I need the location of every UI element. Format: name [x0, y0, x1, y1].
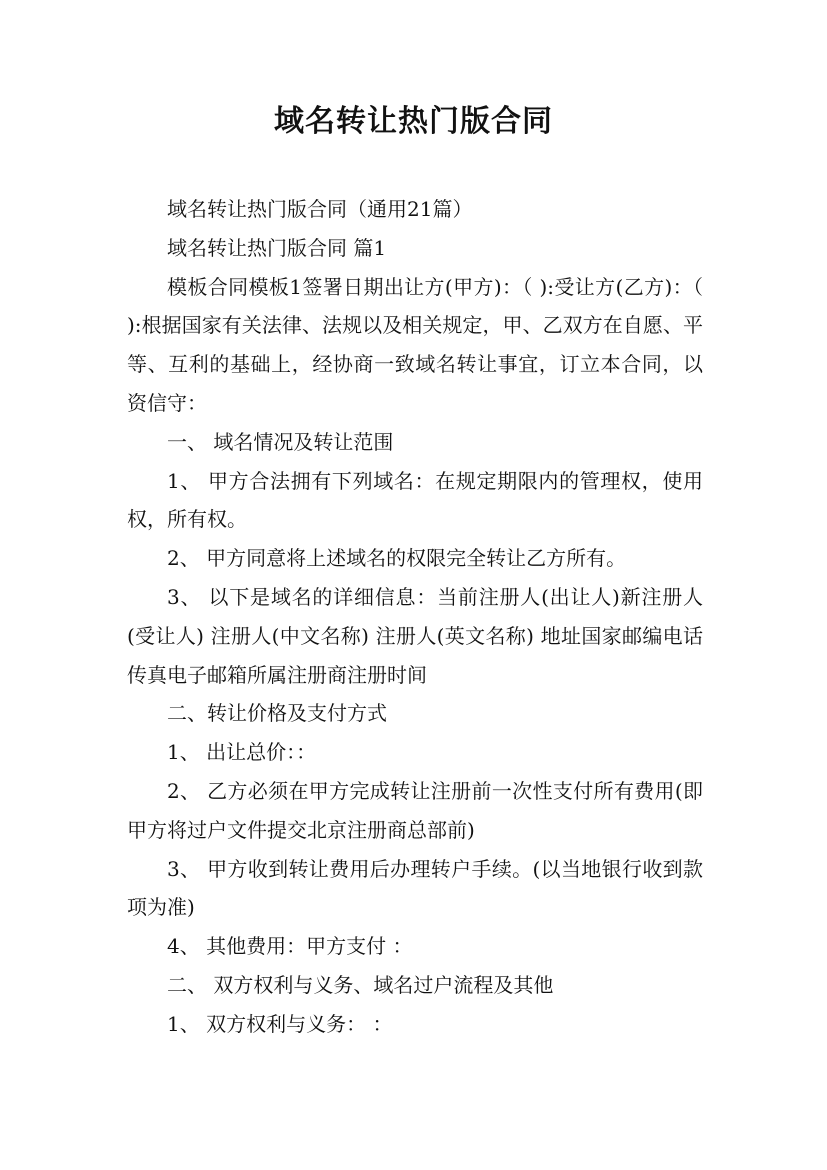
paragraph-item-1-1: 1、 甲方合法拥有下列域名：在规定期限内的管理权，使用权，所有权。: [127, 468, 703, 532]
document-title: 域名转让热门版合同: [274, 104, 553, 139]
paragraph-subtitle: 域名转让热门版合同（通用21篇）: [167, 197, 473, 221]
document-body: [127, 190, 703, 1044]
paragraph-preamble: 模板合同模板1签署日期出让方(甲方)：（ ):受让方(乙方)：（ ):根据国家有关法律、法规以及相关规定，甲、乙双方在自愿、平等、互利的基础上，经协商一致域名转让事宜，订立本合同，以资信守：: [127, 274, 703, 415]
paragraph-item-2-4: 4、 其他费用：甲方支付 ：: [167, 934, 413, 959]
paragraph-heading-3: 二、 双方权利与义务、域名过户流程及其他: [167, 972, 554, 997]
paragraph-item-1-3: 3、 以下是域名的详细信息：当前注册人(出让人)新注册人(受让人) 注册人(中文名称) 注册人(英文名称) 地址国家邮编电话传真电子邮箱所属注册商注册时间: [127, 584, 703, 687]
paragraph-heading-1: 一、 域名情况及转让范围: [167, 429, 394, 454]
paragraph-item-3-1: 1、 双方权利与义务： ：: [167, 1011, 393, 1036]
paragraph-item-1-2: 2、 甲方同意将上述域名的权限完全转让乙方所有。: [167, 546, 627, 571]
paragraph-heading-2: 二、转让价格及支付方式: [167, 701, 387, 726]
paragraph-item-2-1: 1、 出让总价：：: [167, 740, 317, 765]
paragraph-item-2-3: 3、 甲方收到转让费用后办理转户手续。(以当地银行收到款项为准): [127, 856, 703, 920]
paragraph-section-heading: 域名转让热门版合同 篇1: [167, 235, 387, 260]
paragraph-item-2-2: 2、 乙方必须在甲方完成转让注册前一次性支付所有费用(即甲方将过户文件提交北京注册商总部前): [127, 778, 703, 842]
